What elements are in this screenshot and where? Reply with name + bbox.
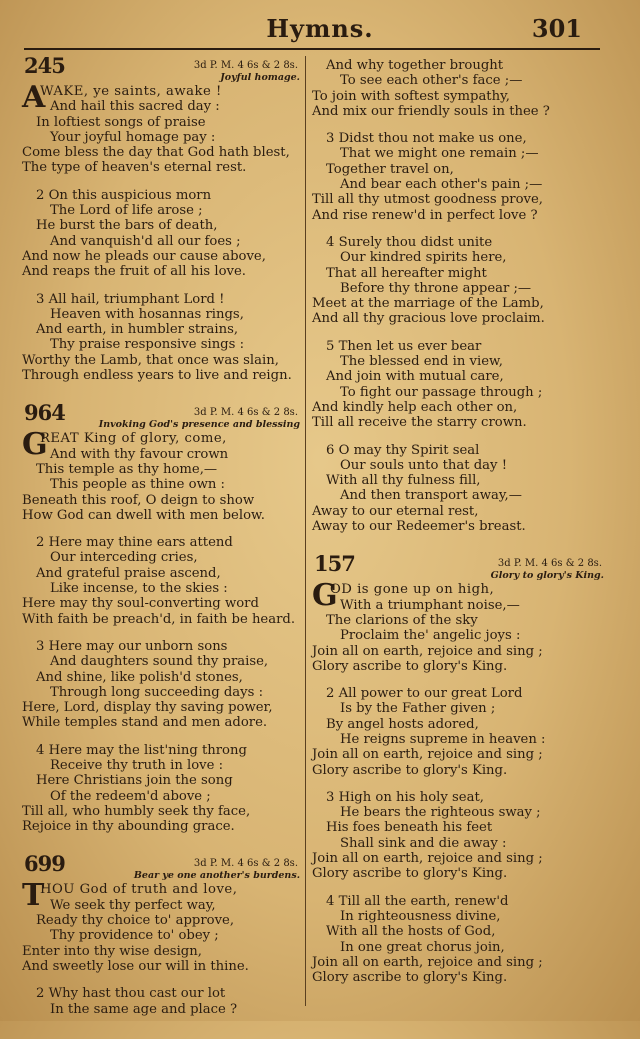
hymn-line: 3 Here may our unborn sons [36,638,228,654]
header-rule [24,48,600,50]
hymn-line: Shall sink and die away : [340,835,507,851]
hymn-line: And all thy gracious love proclaim. [312,311,545,327]
hymn-line: And with thy favour crown [50,446,229,462]
hymn-line: Till all, who humbly seek thy face, [22,803,251,819]
stanza [22,188,304,280]
stanza [312,894,608,986]
hymn-line: Heaven with hosannas rings, [50,306,244,322]
hymn-line: This people as thine own : [50,477,225,493]
hymn-line: By angel hosts adored, [326,716,479,732]
hymn-line: 4 Surely thou didst unite [326,234,493,250]
stanza [22,878,304,974]
hymn-line: Proclaim the' angelic joys : [340,628,521,644]
hymn-subject: Bear ye one another's burdens. [133,870,300,882]
hymn-line: Away to our Redeemer's breast. [312,519,526,535]
hymn-line: Glory ascribe to glory's King. [312,658,508,674]
hymn-line: Here Christians join the song [36,773,233,789]
hymn-line: Till all receive the starry crown. [312,415,527,431]
hymn-line: 2 Why hast thou cast our lot [36,986,226,1002]
hymn-gap [312,997,608,1007]
hymn-line: Beneath this roof, O deign to show [22,492,255,508]
stanza [22,743,304,835]
hymn-line: In loftiest songs of praise [36,114,206,130]
hymn-line: The blessed end in view, [340,354,503,370]
hymn-line: Enter into thy wise design, [22,943,202,959]
page-header [0,14,640,50]
hymn-line: To see each other's face ;— [340,73,523,89]
hymn-line: 3 Didst thou not make us one, [326,131,527,147]
hymn-line: Till all thy utmost goodness prove, [312,192,543,208]
hymn-subject: Glory to glory's King. [490,570,604,582]
hymn-meter: 3d P. M. 4 6s & 2 8s. [193,60,298,71]
hymn-line: Thy praise responsive sings : [50,337,245,353]
hymn-line: And sweetly lose our will in thine. [22,958,249,974]
hymn-245 [22,53,304,405]
hymn-heading [312,551,608,582]
hymn-line: And hail this sacred day : [50,99,220,115]
page-title: Hymns. [266,14,374,43]
hymn-line: Your joyful homage pay : [50,129,216,145]
hymn-line: Here, Lord, display thy saving power, [22,700,273,716]
right-column [312,58,608,1007]
hymn-heading [22,851,304,882]
first-line-text: REAT King of glory, come, [40,431,227,447]
hymn-line: That all hereafter might [326,265,487,281]
first-line-text: OD is gone up on high, [330,582,495,598]
hymn-line: Receive thy truth in love : [50,757,224,773]
hymn-heading [22,400,304,431]
hymn-line: He reigns supreme in heaven : [340,731,546,747]
hymn-line: 3 All hail, triumphant Lord ! [36,291,225,307]
drop-cap: A [22,80,46,115]
hymn-line: How God can dwell with men below. [22,507,265,523]
hymn-line: Our souls unto that day ! [340,457,507,473]
hymn-line: With faith be preach'd, in faith be heard. [22,611,296,627]
hymn-699-continued [312,58,608,556]
hymn-line: 5 Then let us ever bear [326,338,482,354]
hymn-line: Join all on earth, rejoice and sing ; [312,954,543,970]
hymn-number: 157 [314,551,355,577]
hymn-line: Of the redeem'd above ; [50,788,211,804]
hymn-line: Is by the Father given ; [340,701,496,717]
hymn-line: And daughters sound thy praise, [50,654,269,670]
hymn-meter: 3d P. M. 4 6s & 2 8s. [193,858,298,870]
stanza [22,639,304,731]
stanza [22,292,304,384]
hymn-heading [22,53,304,84]
hymn-line: Our kindred spirits here, [340,250,507,266]
hymn-157 [312,551,608,1007]
stanza [312,686,608,778]
hymn-line: And earth, in humbler strains, [36,322,239,338]
hymn-line: While temples stand and men adore. [22,715,268,731]
hymn-line: Join all on earth, rejoice and sing ; [312,851,543,867]
stanza [22,535,304,627]
hymn-gap [22,1029,304,1039]
stanza [312,443,608,535]
stanza [312,339,608,431]
hymn-line: 2 Here may thine ears attend [36,535,233,551]
hymn-line: And now he pleads our cause above, [22,248,266,264]
stanza [312,235,608,327]
stanza [22,427,304,523]
hymn-line: Rejoice in thy abounding grace. [22,819,235,835]
hymn-line: In the same age and place ? [50,1001,238,1017]
hymn-line: Worthy the Lamb, that once was slain, [22,352,279,368]
drop-cap: T [22,878,45,914]
hymn-gap [312,546,608,556]
hymn-line: Here may thy soul-converting word [22,596,259,612]
hymn-line: 4 Till all the earth, renew'd [326,893,509,909]
stanza [22,80,304,176]
hymn-line: Like incense, to the skies : [50,581,228,597]
hymn-line: This temple as thy home,— [36,461,218,477]
hymn-line: Glory ascribe to glory's King. [312,762,508,778]
hymn-line: Together travel on, [326,161,454,177]
stanza [312,58,608,119]
stanza [312,131,608,223]
hymn-line: And shine, like polish'd stones, [36,669,243,685]
hymn-line: That we might one remain ;— [340,146,539,162]
hymn-line: 2 On this auspicious morn [36,187,212,203]
hymn-line: To fight our passage through ; [340,384,543,400]
hymn-number: 245 [24,53,65,78]
hymn-line: To join with softest sympathy, [312,88,510,104]
hymn-subject: Joyful homage. [220,72,300,83]
hymn-line: And mix our friendly souls in thee ? [312,103,550,119]
hymn-line: And why together brought [326,58,504,73]
drop-cap: G [22,427,48,463]
hymn-line: And join with mutual care, [326,369,504,385]
hymn-line: 4 Here may the list'ning throng [36,742,247,758]
hymn-line: We seek thy perfect way, [50,897,216,913]
hymn-line: 2 All power to our great Lord [326,686,523,702]
hymn-line: Glory ascribe to glory's King. [312,866,508,882]
hymn-number: 699 [24,851,65,877]
hymn-line: His foes beneath his feet [326,820,493,836]
hymn-line: Our interceding cries, [50,550,198,566]
hymn-line: And vanquish'd all our foes ; [50,233,241,249]
hymn-meter: 3d P. M. 4 6s & 2 8s. [497,558,602,570]
hymn-line: He burst the bars of death, [36,218,218,234]
hymn-964 [22,400,304,856]
hymn-line: Join all on earth, rejoice and sing ; [312,643,543,659]
hymn-line: With all the hosts of God, [326,924,496,940]
first-line-text: HOU God of truth and love, [40,882,238,898]
hymn-line: 6 O may thy Spirit seal [326,442,480,458]
hymn-line: Meet at the marriage of the Lamb, [312,296,544,312]
hymn-line: With all thy fulness fill, [326,473,481,489]
hymn-line: And kindly help each other on, [312,399,518,415]
hymn-line: Thy providence to' obey ; [50,928,219,944]
hymn-line: Glory ascribe to glory's King. [312,970,508,986]
stanza [312,578,608,674]
hymn-line: He bears the righteous sway ; [340,805,541,821]
hymn-line: And rise renew'd in perfect love ? [312,207,538,223]
hymn-line: Through endless years to live and reign. [22,368,292,384]
hymn-line: Before thy throne appear ;— [340,280,532,296]
hymn-line: The type of heaven's eternal rest. [22,160,247,176]
hymn-line: And grateful praise ascend, [36,565,221,581]
hymn-line: 3 High on his holy seat, [326,789,484,805]
hymn-line: Come bless the day that God hath blest, [22,145,290,161]
stanza [22,986,304,1017]
drop-cap: G [312,578,338,614]
hymn-line: With a triumphant noise,— [340,597,520,613]
hymn-line: The clarions of the sky [326,612,478,628]
hymn-line: And reaps the fruit of all his love. [22,264,246,280]
hymn-line: Join all on earth, rejoice and sing ; [312,747,543,763]
hymn-line: In one great chorus join, [340,939,505,955]
hymn-number: 964 [24,400,65,426]
hymn-line: Ready thy choice to' approve, [36,913,235,929]
hymn-line: In righteousness divine, [340,908,501,924]
hymn-line: Through long succeeding days : [50,684,264,700]
hymn-line: The Lord of life arose ; [50,203,203,219]
column-divider [305,56,306,1006]
hymn-line: And bear each other's pain ;— [340,177,543,193]
page-number: 301 [531,14,582,43]
hymn-subject: Invoking God's presence and blessing [98,419,300,431]
stanza [312,790,608,882]
left-column [22,53,304,1039]
hymn-699 [22,851,304,1038]
hymn-line: And then transport away,— [340,488,522,504]
first-line-text: WAKE, ye saints, awake ! [40,84,222,99]
hymn-line: Away to our eternal rest, [312,503,479,519]
hymn-meter: 3d P. M. 4 6s & 2 8s. [193,407,298,419]
